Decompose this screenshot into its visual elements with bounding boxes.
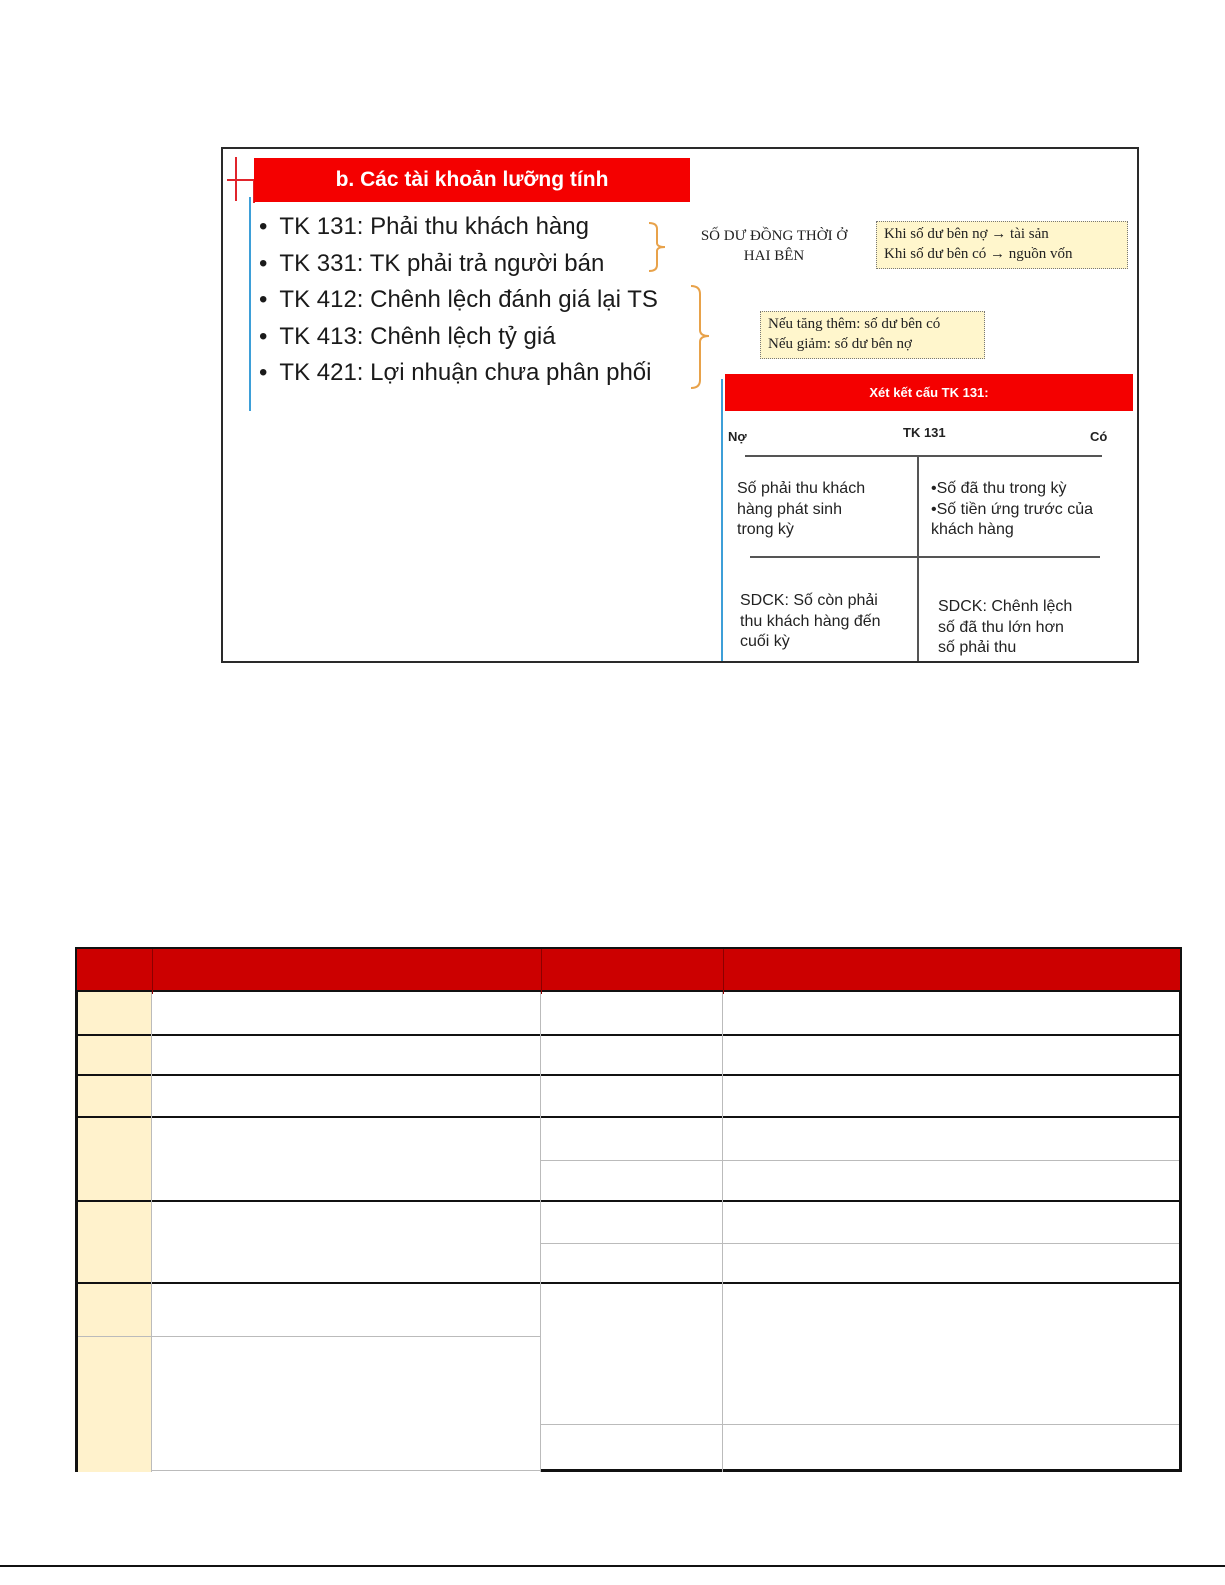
debit-closing-balance	[740, 591, 881, 653]
column-divider	[722, 992, 723, 1472]
brace-icon	[689, 284, 715, 390]
cell-line: số đã thu lớn hơn	[938, 618, 1064, 636]
cell-line: khách hàng	[931, 521, 1014, 538]
page-bottom-rule	[0, 1565, 1225, 1567]
debit-entries	[737, 479, 865, 541]
cell-line: •Số tiền ứng trước của	[931, 500, 1094, 518]
cell-line: SDCK: Chênh lệch	[938, 598, 1073, 615]
table-header	[75, 947, 1182, 992]
credit-closing-balance	[938, 597, 1072, 659]
table-border	[1179, 992, 1182, 1472]
slide-title: b. Các tài khoản lưỡng tính	[254, 158, 690, 202]
account-item: • TK 421: Lợi nhuận chưa phân phối	[259, 355, 658, 392]
table-cell	[540, 1284, 1179, 1425]
t-account-mid-line	[750, 556, 1100, 558]
header-divider	[152, 949, 153, 994]
dual-balance-note	[693, 226, 855, 266]
cell-line: hàng phát sinh	[737, 500, 842, 518]
accounting-slide	[221, 147, 1139, 663]
data-table	[75, 947, 1182, 1472]
account-item: • TK 412: Chênh lệch đánh giá lại TS	[259, 282, 658, 319]
brace-icon	[647, 221, 671, 273]
note-line: Nếu giảm: số dư bên nợ	[768, 336, 912, 352]
table-cell	[78, 1118, 152, 1202]
table-border	[75, 992, 78, 1472]
t-account-title: TK 131	[903, 425, 946, 440]
t-account-top-line	[745, 455, 1102, 457]
note-line: Khi số dư bên nợ → tài sản	[884, 226, 1049, 242]
account-list	[259, 209, 658, 392]
table-cell	[540, 1425, 1182, 1472]
table-row	[152, 992, 1179, 1036]
table-cell	[152, 1337, 540, 1471]
change-note-box	[760, 311, 985, 359]
balance-note-box	[876, 221, 1128, 269]
t-account-header: Xét kết cấu TK 131:	[725, 374, 1133, 411]
table-row	[152, 1076, 1179, 1118]
cell-line: trong kỳ	[737, 521, 794, 538]
cell-line: •Số đã thu trong kỳ	[931, 480, 1067, 497]
table-row	[152, 1036, 1179, 1076]
cell-line: thu khách hàng đến	[740, 612, 881, 630]
note-line: HAI BÊN	[743, 248, 805, 264]
cell-line: cuối kỳ	[740, 633, 790, 650]
account-item: • TK 413: Chênh lệch tỷ giá	[259, 319, 658, 356]
note-line: SỐ DƯ ĐỒNG THỜI Ở	[700, 228, 848, 244]
credit-entries	[931, 479, 1093, 541]
table-subrow	[540, 1202, 1179, 1244]
table-cell	[152, 1284, 540, 1337]
note-line: Khi số dư bên có → nguồn vốn	[884, 246, 1073, 262]
cell-line: Số phải thu khách	[737, 480, 866, 497]
cell-line: SDCK: Số còn phải	[740, 592, 878, 609]
table-cell	[78, 1036, 152, 1076]
table-cell	[78, 992, 152, 1036]
header-divider	[723, 949, 724, 994]
account-item: • TK 131: Phải thu khách hàng	[259, 209, 658, 246]
t-account-center-line	[917, 455, 919, 663]
table-cell	[78, 1337, 152, 1472]
accent-line	[249, 197, 251, 411]
cell-line: số phải thu	[938, 639, 1017, 656]
table-cell	[78, 1076, 152, 1118]
account-item: • TK 331: TK phải trả người bán	[259, 246, 658, 283]
table-subrow	[540, 1118, 1179, 1161]
table-cell	[78, 1284, 152, 1337]
note-line: Nếu tăng thêm: số dư bên có	[768, 316, 941, 332]
column-divider	[151, 992, 152, 1472]
debit-label: Nợ	[728, 429, 747, 444]
table-cell	[78, 1202, 152, 1284]
credit-label: Có	[1090, 429, 1108, 444]
corner-mark	[227, 179, 255, 181]
column-divider	[540, 992, 541, 1472]
accent-line	[721, 379, 723, 663]
header-divider	[541, 949, 542, 994]
